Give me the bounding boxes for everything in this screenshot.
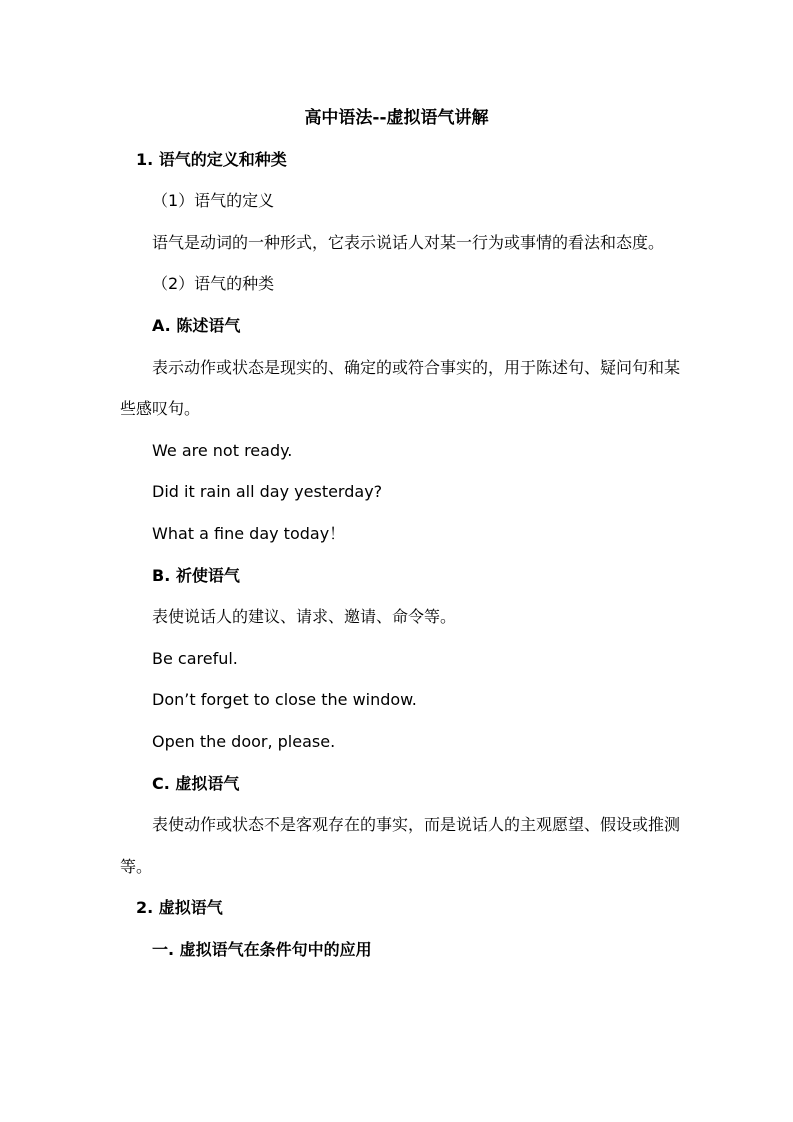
example-sentence: Don’t forget to close the window. — [152, 690, 417, 709]
indicative-desc-line-1: 表示动作或状态是现实的、确定的或符合事实的，用于陈述句、疑问句和某 — [152, 358, 681, 377]
subjunctive-desc-line-2: 等。 — [120, 857, 153, 876]
example-sentence: Open the door, please. — [152, 732, 336, 751]
imperative-mood-heading: B. 祈使语气 — [152, 566, 240, 585]
example-sentence: We are not ready. — [152, 441, 293, 460]
indicative-mood-heading: A. 陈述语气 — [152, 316, 241, 335]
subsection-definition-heading: （1）语气的定义 — [152, 191, 275, 210]
indicative-desc-line-2: 些感叹句。 — [120, 399, 201, 418]
subjunctive-mood-heading: C. 虚拟语气 — [152, 774, 240, 793]
conditional-clauses-heading: 一. 虚拟语气在条件句中的应用 — [152, 940, 372, 959]
section-2-heading: 2. 虚拟语气 — [136, 898, 223, 917]
imperative-desc: 表使说话人的建议、请求、邀请、命令等。 — [152, 607, 457, 626]
document-title: 高中语法--虚拟语气讲解 — [304, 108, 489, 128]
example-sentence: What a fine day today！ — [152, 524, 346, 543]
subsection-types-heading: （2）语气的种类 — [152, 274, 275, 293]
section-1-heading: 1. 语气的定义和种类 — [136, 150, 287, 169]
definition-paragraph: 语气是动词的一种形式，它表示说话人对某一行为或事情的看法和态度。 — [152, 233, 665, 252]
example-sentence: Be careful. — [152, 649, 238, 668]
subjunctive-desc-line-1: 表使动作或状态不是客观存在的事实，而是说话人的主观愿望、假设或推测 — [152, 815, 681, 834]
example-sentence: Did it rain all day yesterday? — [152, 482, 383, 501]
